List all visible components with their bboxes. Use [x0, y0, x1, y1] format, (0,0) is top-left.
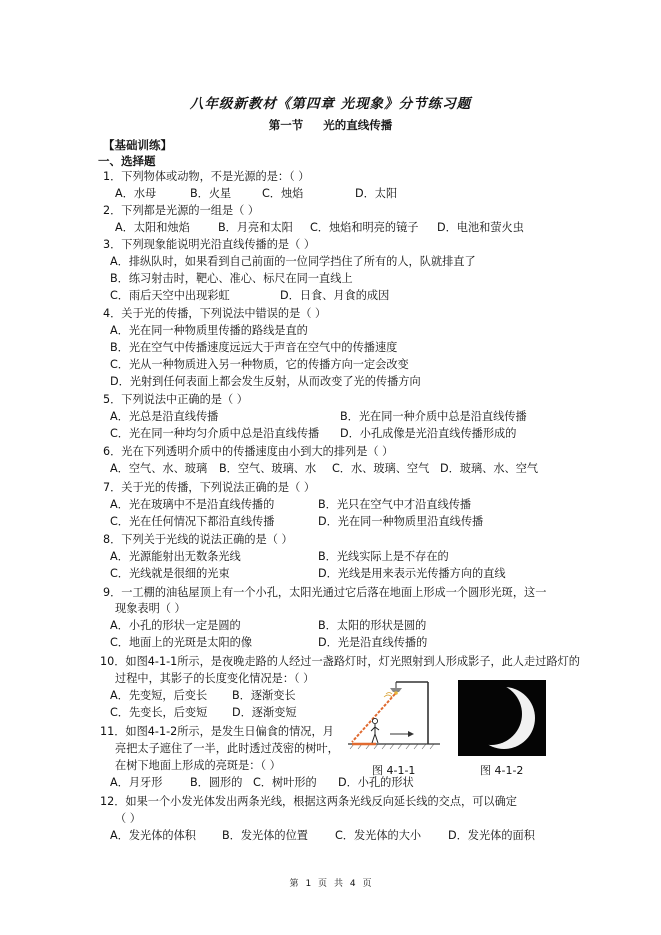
- question-11-option-d: D．小孔的形状: [338, 776, 414, 789]
- question-2-option-b: B．月亮和太阳: [218, 221, 293, 234]
- question-1-option-c: C．烛焰: [262, 187, 304, 200]
- question-2-option-a: A．太阳和烛焰: [115, 221, 190, 234]
- question-10-option-b: B．逐渐变长: [232, 689, 296, 702]
- question-11-option-a: A．月牙形: [110, 776, 163, 789]
- question-6-option-d: D．玻璃、水、空气: [440, 462, 539, 475]
- question-7-option-b: B．光只在空气中才沿直线传播: [318, 498, 472, 511]
- footer-page-word-2: 页: [362, 879, 372, 889]
- question-12-option-c: C．发光体的大小: [335, 829, 422, 842]
- question-11-option-c: C．树叶形的: [253, 776, 317, 789]
- question-3-option-d: D．日食、月食的成因: [280, 289, 390, 302]
- question-12-option-d: D．发光体的面积: [448, 829, 535, 842]
- question-4-stem: 4．关于光的传播，下列说法中错误的是（ ）: [103, 307, 327, 320]
- question-11-stem: 11．如图4-1-2所示，是发生日偏食的情况，月: [100, 725, 334, 738]
- footer-prefix: 第: [289, 879, 299, 889]
- section-label: 【基础训练】: [103, 138, 172, 152]
- question-10-option-a: A．先变短，后变长: [110, 689, 208, 702]
- current-page-number: 1: [305, 879, 312, 889]
- question-8-option-d: D．光线是用来表示光传播方向的直线: [318, 567, 506, 580]
- question-10-option-c: C．先变长，后变短: [110, 706, 208, 719]
- question-11-stem-cont: 亮把太子遮住了一半，此时透过茂密的树叶，: [115, 742, 339, 755]
- question-2-option-d: D．电池和萤火虫: [437, 221, 524, 234]
- question-6-stem: 6．光在下列透明介质中的传播速度由小到大的排列是（ ）: [103, 445, 394, 458]
- question-8-option-c: C．光线就是很细的光束: [110, 567, 230, 580]
- question-5-option-c: C．光在同一种均匀介质中总是沿直线传播: [110, 427, 320, 440]
- question-4-option-a: A．光在同一种物质里传播的路线是直的: [110, 324, 308, 337]
- figure-4-1-1-caption: 图 4-1-1: [372, 764, 416, 777]
- question-7-option-c: C．光在任何情况下都沿直线传播: [110, 515, 275, 528]
- streetlamp-figure: [348, 678, 440, 756]
- question-12-option-a: A．发光体的体积: [110, 829, 196, 842]
- question-5-stem: 5．下列说法中正确的是（ ）: [103, 393, 248, 406]
- question-1-option-a: A．水母: [115, 187, 157, 200]
- question-2-stem: 2．下列都是光源的一组是（ ）: [103, 204, 260, 217]
- question-9-option-b: B．太阳的形状是圆的: [318, 619, 427, 632]
- question-8-option-a: A．光源能射出无数条光线: [110, 550, 241, 563]
- part-label: 一、选择题: [98, 154, 156, 168]
- question-3-option-b: B．练习射击时，靶心、准心、标尺在同一直线上: [110, 272, 353, 285]
- question-11-stem-cont2: 在树下地面上形成的亮斑是：（ ）: [115, 759, 281, 772]
- section-number: 第一节: [268, 118, 304, 132]
- question-8-stem: 8．下列关于光线的说法正确的是（ ）: [103, 533, 293, 546]
- question-7-option-d: D．光在同一种物质里沿直线传播: [318, 515, 484, 528]
- question-6-option-b: B．空气、玻璃、水: [219, 462, 317, 475]
- partial-eclipse-photo: [458, 680, 546, 756]
- question-3-option-a: A．排纵队时，如果看到自己前面的一位同学挡住了所有的人，队就排直了: [110, 255, 476, 268]
- question-9-option-c: C．地面上的光斑是太阳的像: [110, 636, 253, 649]
- question-10-option-d: D．逐渐变短: [232, 706, 297, 719]
- question-1-option-d: D．太阳: [355, 187, 398, 200]
- question-5-option-a: A．光总是沿直线传播: [110, 410, 219, 423]
- page-footer: [0, 876, 661, 889]
- question-6-option-a: A．空气、水、玻璃: [110, 462, 208, 475]
- question-1-option-b: B．火星: [190, 187, 232, 200]
- question-6-option-c: C．水、玻璃、空气: [332, 462, 430, 475]
- total-page-count: 4: [349, 879, 356, 889]
- question-4-option-c: C．光从一种物质进入另一种物质，它的传播方向一定会改变: [110, 358, 409, 371]
- question-10-stem: 10．如图4-1-1所示，是夜晚走路的人经过一盏路灯时，灯光照射到人形成影子，此人走过路灯的: [100, 655, 580, 668]
- question-11-option-b: B．圆形的: [190, 776, 243, 789]
- question-9-option-a: A．小孔的形状一定是圆的: [110, 619, 241, 632]
- question-9-stem: 9．一工棚的油毡屋顶上有一个小孔，太阳光通过它后落在地面上形成一个圆形光斑，这一: [103, 586, 547, 599]
- question-3-stem: 3．下列现象能说明光沿直线传播的是（ ）: [103, 238, 316, 251]
- question-4-option-b: B．光在空气中传播速度远远大于声音在空气中的传播速度: [110, 341, 398, 354]
- question-7-stem: 7．关于光的传播，下列说法正确的是（ ）: [103, 481, 316, 494]
- question-8-option-b: B．光线实际上是不存在的: [318, 550, 449, 563]
- question-12-option-b: B．发光体的位置: [222, 829, 308, 842]
- figure-4-1-2-caption: 图 4-1-2: [480, 764, 524, 777]
- footer-page-word: 页: [318, 879, 328, 889]
- question-1-stem: 1．下列物体或动物，不是光源的是：（ ）: [103, 170, 310, 183]
- section-topic: 光的直线传播: [323, 118, 393, 132]
- question-12-stem: 12．如果一个小发光体发出两条光线，根据这两条光线反向延长线的交点，可以确定: [100, 795, 517, 808]
- question-9-stem-cont: 现象表明（ ）: [115, 602, 186, 615]
- question-10-stem-cont: 过程中，其影子的长度变化情况是：（ ）: [115, 672, 315, 685]
- question-12-stem-cont: （ ）: [115, 812, 141, 825]
- question-4-option-d: D．光射到任何表面上都会发生反射，从而改变了光的传播方向: [110, 375, 421, 388]
- question-5-option-b: B．光在同一种介质中总是沿直线传播: [340, 410, 527, 423]
- page-title: 八年级新教材《第四章 光现象》分节练习题: [189, 96, 472, 112]
- question-9-option-d: D．光是沿直线传播的: [318, 636, 428, 649]
- question-3-option-c: C．雨后天空中出现彩虹: [110, 289, 230, 302]
- section-subtitle: [0, 117, 661, 133]
- question-2-option-c: C．烛焰和明亮的镜子: [310, 221, 419, 234]
- question-7-option-a: A．光在玻璃中不是沿直线传播的: [110, 498, 275, 511]
- footer-total-word: 共: [333, 879, 343, 889]
- question-5-option-d: D．小孔成像是光沿直线传播形成的: [340, 427, 517, 440]
